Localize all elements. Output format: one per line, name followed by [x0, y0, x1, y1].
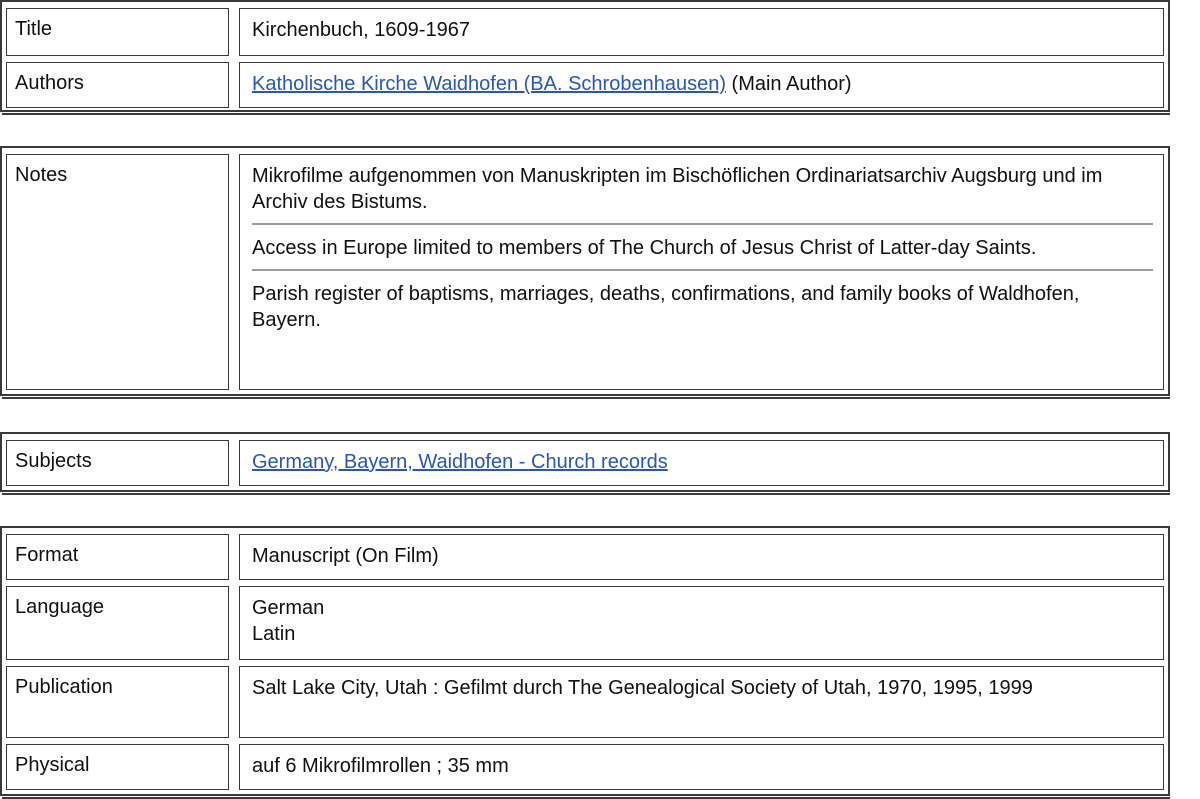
- notes-label: [6, 154, 229, 390]
- subjects-value: [239, 440, 1164, 486]
- author-link[interactable]: Katholische Kirche Waidhofen (BA. Schrobenhausen): [252, 73, 726, 95]
- title-label: [6, 8, 229, 56]
- language-row: [6, 586, 1164, 660]
- subjects-row: [6, 440, 1164, 486]
- format-value-text: Manuscript (On Film): [252, 545, 439, 567]
- language-label: [6, 586, 229, 660]
- details-section: [0, 526, 1170, 796]
- publication-value: [239, 666, 1164, 738]
- title-row: [6, 8, 1164, 56]
- format-value: [239, 534, 1164, 580]
- publication-label-text: Publication: [15, 676, 113, 698]
- subjects-label-text: Subjects: [15, 450, 92, 472]
- publication-value-text: Salt Lake City, Utah : Gefilmt durch The Genealogical Society of Utah, 1970, 1995, 1999: [252, 677, 1033, 699]
- physical-row: [6, 744, 1164, 790]
- physical-label: [6, 744, 229, 790]
- authors-row: [6, 62, 1164, 108]
- physical-label-text: Physical: [15, 754, 90, 776]
- title-label-text: Title: [15, 18, 53, 40]
- publication-label: [6, 666, 229, 738]
- notes-row: [6, 154, 1164, 390]
- format-label: [6, 534, 229, 580]
- note-item: Mikrofilme aufgenommen von Manuskripten im Bischöflichen Ordinariatsarchiv Augsburg und im Archiv des Bistums.: [252, 165, 1103, 213]
- notes-section: [0, 146, 1170, 396]
- notes-label-text: Notes: [15, 164, 68, 186]
- title-value-text: Kirchenbuch, 1609-1967: [252, 19, 470, 41]
- note-item: Parish register of baptisms, marriages, deaths, confirmations, and family books of Waldhofen, Bayern.: [252, 269, 1153, 341]
- subject-link[interactable]: Germany, Bayern, Waidhofen - Church records: [252, 451, 668, 473]
- note-item: Access in Europe limited to members of The Church of Jesus Christ of Latter-day Saints.: [252, 223, 1153, 269]
- language-item: Latin: [252, 623, 296, 645]
- authors-value: [239, 62, 1164, 108]
- format-label-text: Format: [15, 544, 79, 566]
- physical-value-text: auf 6 Mikrofilmrollen ; 35 mm: [252, 755, 509, 777]
- language-label-text: Language: [15, 596, 104, 618]
- physical-value: [239, 744, 1164, 790]
- title-value: [239, 8, 1164, 56]
- subjects-label: [6, 440, 229, 486]
- publication-row: [6, 666, 1164, 738]
- language-item: German: [252, 597, 325, 619]
- authors-label: [6, 62, 229, 108]
- language-value: [239, 586, 1164, 660]
- authors-label-text: Authors: [15, 72, 84, 94]
- subjects-section: [0, 432, 1170, 492]
- author-role: (Main Author): [725, 73, 852, 95]
- notes-value: [239, 154, 1164, 390]
- title-authors-section: [0, 0, 1170, 112]
- format-row: [6, 534, 1164, 580]
